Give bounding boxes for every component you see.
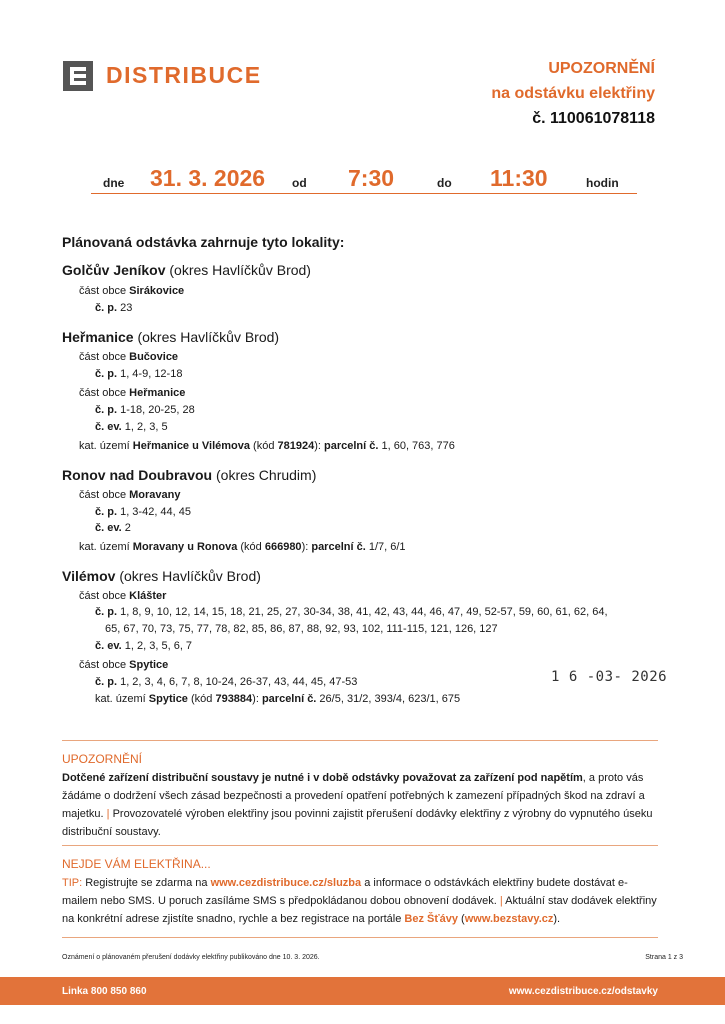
separator: |	[496, 895, 506, 907]
label-od: od	[292, 176, 307, 190]
house-numbers-cont: 65, 67, 70, 73, 75, 77, 78, 82, 85, 86, 87, 88, 92, 93, 102, 111-115, 121, 126, 127	[105, 623, 498, 635]
ev-values: 1, 2, 3, 5	[121, 421, 168, 433]
part-label: část obce	[79, 285, 130, 297]
parcel-values: 1, 60, 763, 776	[378, 440, 455, 452]
cp-values: 1-18, 20-25, 28	[117, 404, 195, 416]
part-hermanice	[79, 387, 185, 399]
registry-numbers	[95, 640, 192, 652]
tip-text1: Registrujte se zdarma na	[82, 877, 211, 889]
kat-label: kat. území	[79, 440, 133, 452]
divider	[62, 845, 658, 846]
house-numbers	[95, 302, 132, 314]
kat-name: Spytice	[148, 693, 188, 705]
parcel-label: parcelní č.	[261, 693, 317, 705]
part-label: část obce	[79, 489, 130, 501]
house-numbers	[95, 506, 191, 518]
label-do: do	[437, 176, 452, 190]
part-sirakovice	[79, 285, 184, 297]
divider	[62, 937, 658, 938]
hotline-number[interactable]: Linka 800 850 860	[62, 986, 147, 997]
cp-label: č. p.	[95, 606, 118, 618]
part-label: část obce	[79, 659, 130, 671]
footer-bar	[0, 977, 725, 1005]
warning-text2: Provozovatelé výroben elektřiny jsou povinni zajistit přerušení dodávky elektřiny z výrobny do vypnutého úseku distribuční soustavy.	[62, 808, 653, 838]
cp-values: 1, 2, 3, 4, 6, 7, 8, 10-24, 26-37, 43, 44, 45, 47-53	[117, 676, 358, 688]
ev-values: 2	[121, 522, 131, 534]
kat-code: 781924	[277, 440, 315, 452]
outages-website-link[interactable]: www.cezdistribuce.cz/odstavky	[508, 986, 658, 997]
ev-values: 1, 2, 3, 5, 6, 7	[121, 640, 193, 652]
part-bucovice	[79, 351, 178, 363]
part-klaster	[79, 590, 166, 602]
notice-subtitle: na odstávku elektřiny	[491, 85, 655, 102]
brand-name: DISTRIBUCE	[106, 62, 262, 88]
municipality-golcuv-jenikov	[62, 262, 311, 278]
part-label: část obce	[79, 590, 130, 602]
municipality-name: Golčův Jeníkov	[62, 262, 166, 278]
ev-label: č. ev.	[95, 640, 122, 652]
part-label: část obce	[79, 351, 130, 363]
outage-date: 31. 3. 2026	[150, 165, 266, 191]
received-date-stamp: 1 6 -03- 2026	[551, 669, 668, 685]
part-moravany	[79, 489, 181, 501]
registry-numbers	[95, 421, 168, 433]
warning-text	[62, 769, 662, 841]
label-dne: dne	[103, 176, 125, 190]
part-label: část obce	[79, 387, 130, 399]
warning-title: UPOZORNĚNÍ	[62, 752, 143, 766]
registry-numbers	[95, 522, 131, 534]
outage-dateline	[91, 163, 637, 194]
municipality-vilemov	[62, 568, 261, 584]
cp-label: č. p.	[95, 676, 118, 688]
cp-label: č. p.	[95, 368, 118, 380]
separator: |	[103, 808, 113, 820]
part-name: Bučovice	[129, 351, 179, 363]
cp-values: 1, 3-42, 44, 45	[117, 506, 192, 518]
kat-label: kat. území	[95, 693, 149, 705]
cp-label: č. p.	[95, 302, 118, 314]
municipality-name: Heřmanice	[62, 329, 134, 345]
outage-from: 7:30	[348, 165, 395, 191]
cadastral-hermanice	[79, 440, 455, 452]
part-name: Klášter	[129, 590, 167, 602]
divider	[62, 740, 658, 741]
service-link[interactable]: www.cezdistribuce.cz/sluzba	[210, 877, 362, 889]
cadastral-moravany	[79, 541, 406, 553]
warning-text1: , a proto vás žádáme o dodržení všech zásad bezpečnosti a provedení opatření potřebných k zamezení případných škod na zdraví a majetku.	[62, 772, 645, 820]
kat-code-post: ):	[314, 440, 324, 452]
kat-label: kat. území	[79, 541, 133, 553]
kat-name: Heřmanice u Vilémova	[132, 440, 250, 452]
parcel-values: 1/7, 6/1	[365, 541, 406, 553]
notice-title: UPOZORNĚNÍ	[548, 60, 655, 77]
part-spytice	[79, 659, 168, 671]
part-name: Heřmanice	[129, 387, 186, 399]
cp-label: č. p.	[95, 506, 118, 518]
cp-values: 23	[117, 302, 133, 314]
bezstavy-url-link[interactable]: www.bezstavy.cz	[464, 913, 554, 925]
district: (okres Havlíčkův Brod)	[133, 329, 280, 345]
no-power-text	[62, 874, 662, 928]
part-name: Moravany	[129, 489, 181, 501]
district: (okres Havlíčkův Brod)	[115, 568, 261, 584]
part-name: Sirákovice	[129, 285, 185, 297]
house-numbers	[95, 606, 675, 618]
kat-code-pre: (kód	[237, 541, 265, 553]
cp-label: č. p.	[95, 404, 118, 416]
cez-logo-icon	[63, 61, 93, 91]
parcel-label: parcelní č.	[311, 541, 366, 553]
no-power-title: NEJDE VÁM ELEKTŘINA...	[62, 857, 211, 871]
tip-label: TIP:	[62, 877, 83, 889]
notice-number: č. 110061078118	[532, 110, 655, 127]
kat-code-pre: (kód	[249, 440, 278, 452]
ev-label: č. ev.	[95, 522, 122, 534]
municipality-hermanice	[62, 329, 279, 345]
tip-text2: a informace o odstávkách elektřiny budete dostávat e-mailem nebo SMS. U poruch zasíláme SMS s předpokládanou dobou obnovení dodávek.	[62, 877, 628, 907]
district: (okres Havlíčkův Brod)	[165, 262, 311, 278]
kat-code-pre: (kód	[187, 693, 216, 705]
cp-values: 1, 8, 9, 10, 12, 14, 15, 18, 21, 25, 27, 30-34, 38, 41, 42, 43, 44, 46, 47, 49, 52-57, 59, 60, 61, 62, 64,	[117, 606, 608, 618]
cadastral-spytice	[95, 693, 460, 705]
house-numbers	[95, 676, 357, 688]
page-number: Strana 1 z 3	[645, 954, 683, 961]
kat-code-post: ):	[301, 541, 312, 553]
kat-code-post: ):	[252, 693, 262, 705]
kat-name: Moravany u Ronova	[132, 541, 238, 553]
municipality-name: Ronov nad Doubravou	[62, 467, 213, 483]
warning-bold: Dotčené zařízení distribuční soustavy je nutné i v době odstávky považovat za zařízení pod napětím	[62, 772, 583, 784]
bez-stavy-link[interactable]: Bez Šťávy	[404, 913, 458, 925]
ev-label: č. ev.	[95, 421, 122, 433]
tip-text5: ).	[553, 913, 561, 925]
kat-code: 666980	[264, 541, 302, 553]
parcel-label: parcelní č.	[324, 440, 379, 452]
kat-code: 793884	[215, 693, 253, 705]
part-name: Spytice	[129, 659, 169, 671]
municipality-ronov	[62, 467, 316, 483]
tip-text4: (	[458, 913, 465, 925]
localities-title: Plánovaná odstávka zahrnuje tyto lokality:	[62, 234, 345, 250]
house-numbers	[95, 368, 182, 380]
label-hodin: hodin	[586, 176, 619, 190]
outage-to: 11:30	[490, 165, 548, 191]
district: (okres Chrudim)	[212, 467, 317, 483]
cp-values: 1, 4-9, 12-18	[117, 368, 183, 380]
tip-text3: Aktuální stav dodávek elektřiny na konkrétní adrese zjistíte snadno, rychle a bez registrace na portále	[62, 895, 657, 925]
municipality-name: Vilémov	[62, 568, 116, 584]
parcel-values: 26/5, 31/2, 393/4, 623/1, 675	[316, 693, 461, 705]
house-numbers	[95, 404, 195, 416]
publication-note: Oznámení o plánovaném přerušení dodávky elektřiny publikováno dne 10. 3. 2026.	[62, 954, 320, 961]
